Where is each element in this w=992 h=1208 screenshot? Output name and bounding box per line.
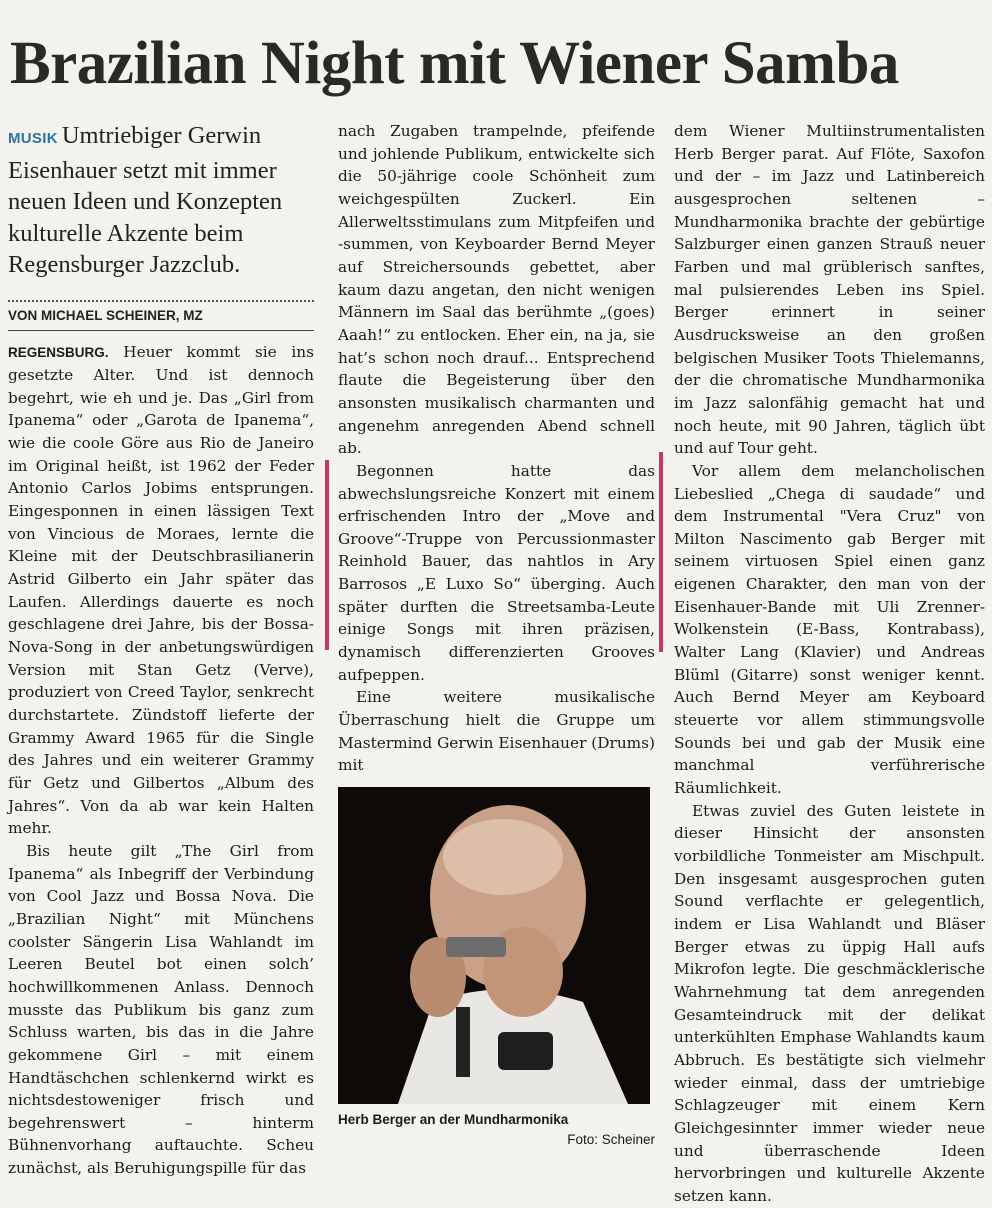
teaser-text: Umtriebiger Gerwin Eisenhauer setzt mit immer neuen Ideen und Konzepten kulturelle Akzente beim Regensburger Jazzclub. [8,122,283,278]
margin-mark [325,460,329,650]
harmonica-player-photo [338,787,650,1104]
paragraph: Etwas zuviel des Guten leistete in dieser Hinsicht der ansonsten vorbildliche Tonmeister am Mischpult. Den insgesamt ausgesprochen guten Sound verflachte er gelegentlich, indem er Lisa Wahlandt und Bläser Berger etwas zu üppig Hall aufs Mikrofon legte. Die geschmäcklerische Wahrnehmung tat dem anregenden Gesamteindruck mit der delikat unterkühlten Emphase Wahlandts kaum Abbruch. Es bestätigte sich vielmehr wieder einmal, dass der umtriebige Schlagzeuger mit einem Kern Gleichgesinnter immer wieder neue und überraschende Ideen hervorbringen und kulturelle Akzente setzen kann. [674,801,985,1205]
photo-credit: Foto: Scheiner [567,1132,655,1148]
photo [338,787,650,1104]
dateline: REGENSBURG. [8,344,109,360]
photo-caption: Herb Berger an der Mundharmonika [338,1112,569,1128]
paragraph: dem Wiener Multiinstrumentalisten Herb Berger parat. Auf Flöte, Saxofon und der – im Jazz und Latinbereich ausgesprochen seltenen – Mundharmonika brachte der gebürtige Salzburger einen ganzen Strauß neuer Farben und mal grüblerisch sanftes, mal pulsierendes Leben ins Spiel. Berger erinnert in seiner Ausdrucksweise an den großen belgischen Musiker Toots Thielemanns, der die chromatische Mundharmonika im Jazz salonfähig gemacht hat und noch heute, mit 90 Jahren, täglich übt und auf Tour geht. [674,122,985,458]
margin-mark [659,452,663,652]
paragraph: Vor allem dem melancholischen Liebeslied „Chega di saudade“ und dem Instrumental "Vera Cruz" von Milton Nascimento gab Berger mit seinem virtuosen Spiel einen ganz eigenen Charakter, den man von der Eisenhauer-Bande mit Uli Zrenner-Wolkenstein (E-Bass, Kontrabass), Walter Lang (Klavier) und Andreas Blüml (Gitarre) sonst weniger kennt. Auch Bernd Meyer am Keyboard steuerte vor allem stimmungsvolle Sounds bei und gab der Musik eine manchmal verführerische Räumlichkeit. [674,461,985,798]
paragraph: nach Zugaben trampelnde, pfeifende und johlende Publikum, entwickelte sich die 50-jährige coole Schönheit zum weichgespülten Zuckerl. Ein Allerweltsstimulans zum Mitpfeifen und -summen, von Keyboarder Bernd Meyer auf Streichersounds gebettet, aber kaum dazu angetan, den nicht wenigen Männern im Saal das berühmte „(goes) Aaah!“ zu entlocken. Eher ein, na ja, sie hat’s schon noch drauf... Entsprechend flaute die Begeisterung über den ansonsten musikalisch charmanten und angenehm anregenden Abend schnell ab. [338,122,655,458]
headline: Brazilian Night mit Wiener Samba [10,30,899,97]
column-1 [8,120,314,1178]
paragraph: Bis heute gilt „The Girl from Ipanema“ als Inbegriff der Verbindung von Cool Jazz und Bossa Nova. Die „Brazilian Night“ mit Münchens coolster Sängerin Lisa Wahlandt im Leeren Beutel bot einen solch’ hochwillkommenen Anlass. Dennoch musste das Publikum bis ganz zum Schluss warten, bis das in die Jahre gekommene Girl – mit einem Handtäschchen schlenkernd wirkt es nichtsdestoweniger frisch und begehrenswert – hinterm Bühnenvorhang auftauchte. Scheu zunächst, als Beruhigungspille für das [8,841,314,1178]
byline-rule [8,330,314,331]
paragraph-text: Heuer kommt sie ins gesetzte Alter. Und ist dennoch begehrt, wie eh und je. Das „Girl from Ipanema“ oder „Garota de Ipanema“, wie die coole Göre aus Rio de Janeiro im Original heißt, ist 1962 der Feder Antonio Carlos Jobims entsprungen. Eingesponnen in einen lässigen Text von Vincious de Moraes, lernte die Kleine mit der Deutschbrasilianerin Astrid Gilberto ein Jahr später das Laufen. Allerdings dauerte es noch geschlagene drei Jahre, bis der Bossa-Nova-Song in der anbetungswürdigen Version mit Stan Getz (Verve), produziert von Creed Taylor, senkrecht durchstartete. Zündstoff lieferte der Grammy Award 1965 für die Single des Jahres und ein weiterer Grammy für Getz und Gilbertos „Album des Jahres“. Von da ab war kein Halten mehr. [8,342,314,838]
column-3 [674,120,985,1205]
byline: VON MICHAEL SCHEINER, MZ [8,307,203,323]
paragraph: Eine weitere musikalische Überraschung hielt die Gruppe um Mastermind Gerwin Eisenhauer (Drums) mit [338,688,655,775]
paragraph: Begonnen hatte das abwechslungsreiche Konzert mit einem erfrischenden Intro der „Move and Groove“-Truppe von Percussionmaster Reinhold Bauer, das nahtlos in Ary Barrosos „E Luxo So“ überging. Auch später durften die Streetsamba-Leute einige Songs mit ihren präzisen, dynamisch differenzierten Grooves aufpeppen. [338,461,655,684]
teaser [8,120,314,281]
dotted-divider [8,300,314,302]
paragraph [8,341,314,840]
kicker-label: MUSIK [8,130,58,147]
column-2 [338,120,655,1148]
